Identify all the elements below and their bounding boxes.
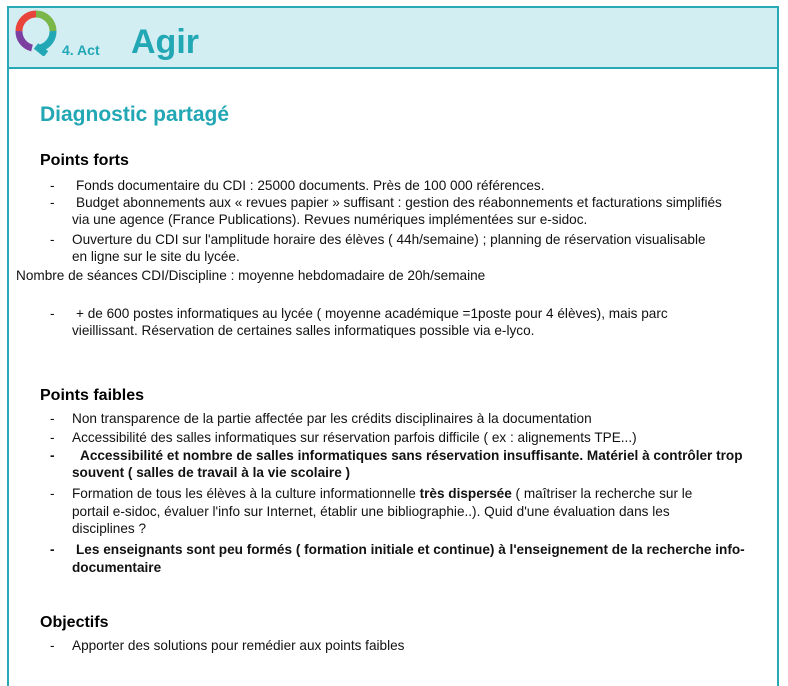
logo-icon <box>14 10 58 56</box>
faibles-item-2: Accessibilité des salles informatiques sur réservation parfois difficile ( ex : alignements TPE...) <box>72 430 637 445</box>
faibles-item-1: Non transparence de la partie affectée par les crédits disciplinaires à la documentation <box>72 411 592 426</box>
section-title: Diagnostic partagé <box>40 103 230 126</box>
seances-line: Nombre de séances CDI/Discipline : moyenne hebdomadaire de 20h/semaine <box>16 268 486 283</box>
faibles-item-5-line-2: documentaire <box>72 560 162 575</box>
header-title: Agir <box>131 23 199 61</box>
forts-item-4-line-2: vieillissant. Réservation de certaines salles informatiques possible via e-lyco. <box>72 323 535 338</box>
objectifs-heading: Objectifs <box>40 614 109 631</box>
step-label: 4. Act <box>62 42 100 58</box>
forts-item-2-line-2: via une agence (France Publications). Revues numériques implémentées sur e-sidoc. <box>72 212 588 227</box>
forts-item-2-line-1: Budget abonnements aux « revues papier » suffisant : gestion des réabonnements et facturations simplifiés <box>76 195 722 210</box>
forts-item-4-line-1: + de 600 postes informatiques au lycée ( moyenne académique =1poste pour 4 élèves), mais parc <box>76 306 668 321</box>
bullet-dash: - <box>50 232 55 247</box>
forts-item-3-line-1: Ouverture du CDI sur l'amplitude horaire des élèves ( 44h/semaine) ; planning de réservation visualisable <box>72 232 706 247</box>
points-forts-heading: Points forts <box>40 152 129 169</box>
faibles-item-4-pre: Formation de tous les élèves à la culture informationnelle <box>72 486 420 501</box>
bullet-dash: - <box>50 430 55 445</box>
bullet-dash: - <box>50 448 55 463</box>
bullet-dash: - <box>50 306 55 321</box>
forts-item-1: Fonds documentaire du CDI : 25000 documents. Près de 100 000 références. <box>76 178 545 193</box>
bullet-dash: - <box>50 178 55 193</box>
header-bar <box>7 6 779 69</box>
bullet-dash: - <box>50 638 55 653</box>
forts-item-3-line-2: en ligne sur le site du lycée. <box>72 249 240 264</box>
points-faibles-heading: Points faibles <box>40 387 145 404</box>
faibles-item-4-bold: très dispersée <box>419 486 512 501</box>
objectifs-item-1: Apporter des solutions pour remédier aux points faibles <box>72 638 405 653</box>
faibles-item-4-line-1 <box>72 485 692 502</box>
faibles-item-5-line-1: Les enseignants sont peu formés ( formation initiale et continue) à l'enseignement de la recherche info- <box>76 542 745 557</box>
bullet-dash: - <box>50 411 55 426</box>
faibles-item-3-line-1: Accessibilité et nombre de salles informatiques sans réservation insuffisante. Matériel à contrôler trop <box>80 448 743 463</box>
faibles-item-3-line-2: souvent ( salles de travail à la vie scolaire ) <box>72 465 351 480</box>
faibles-item-4-post: ( maîtriser la recherche sur le <box>511 486 693 501</box>
bullet-dash: - <box>50 542 55 557</box>
bullet-dash: - <box>50 195 55 210</box>
faibles-item-4-line-2: portail e-sidoc, évaluer l'info sur Internet, établir une bibliographie..). Quid d'une évaluation dans les <box>72 504 670 519</box>
bullet-dash: - <box>50 486 55 501</box>
faibles-item-4-line-3: disciplines ? <box>72 521 147 536</box>
